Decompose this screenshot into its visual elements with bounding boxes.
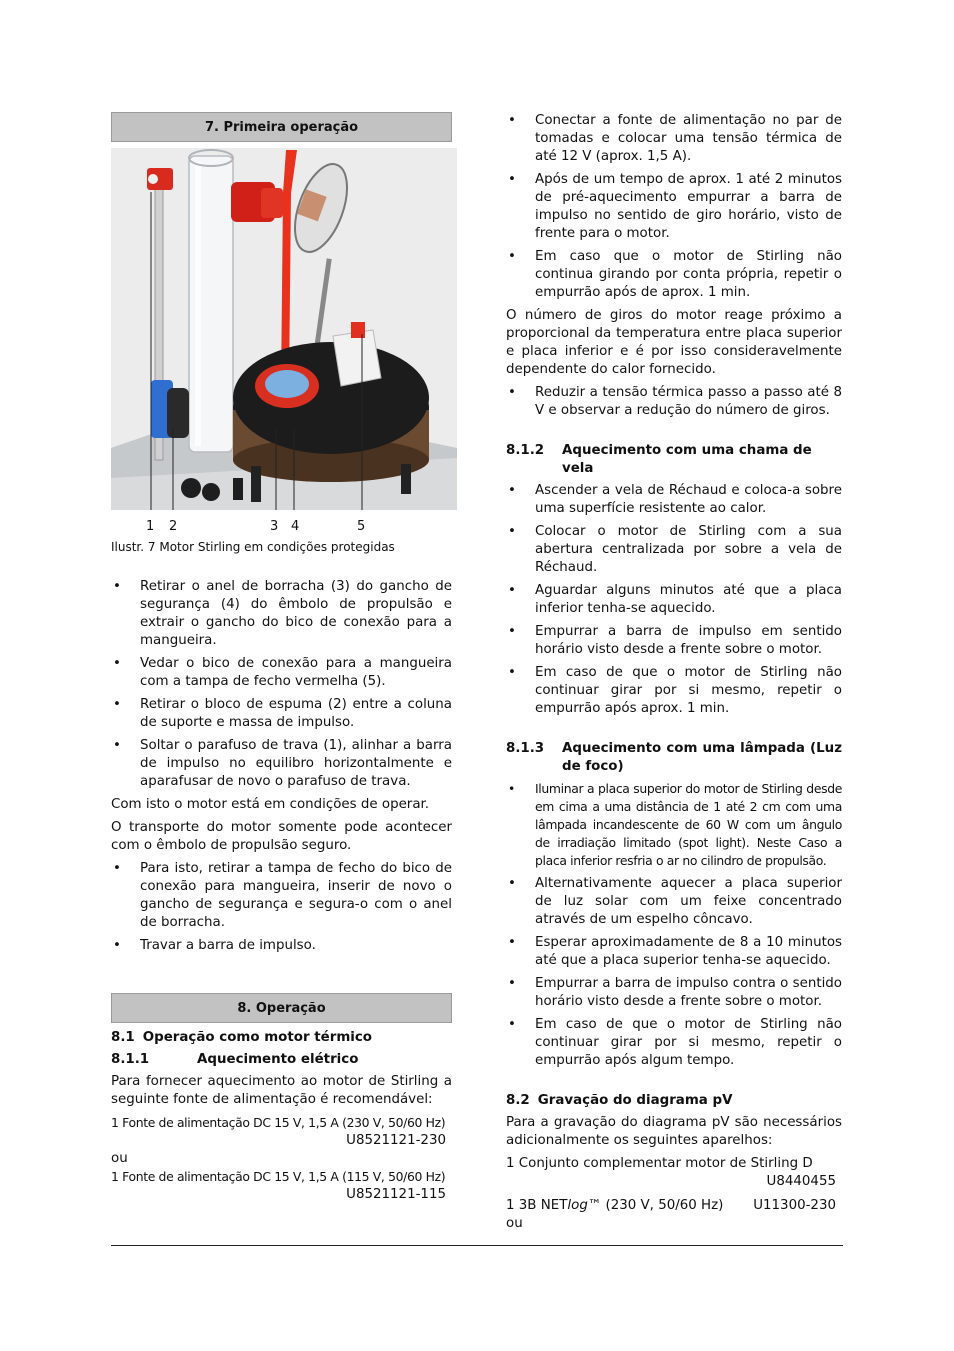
heading-text: Gravação do diagrama pV bbox=[537, 1093, 733, 1108]
heading-number: 8.1.1 bbox=[111, 1052, 150, 1067]
subsection-8-1-3-heading bbox=[506, 740, 842, 776]
equipment-2-code: U11300-230 bbox=[753, 1198, 836, 1213]
list-item: • Travar a barra de impulso. bbox=[111, 937, 452, 955]
list-item: • Aguardar alguns minutos até que a placa inferior tenha-se aquecido. bbox=[506, 582, 842, 618]
stirling-engine-photo bbox=[111, 148, 457, 510]
stirling-engine-illustration bbox=[111, 148, 457, 510]
paragraph: Com isto o motor está em condições de operar. bbox=[111, 797, 430, 812]
or-text: ou bbox=[111, 1151, 128, 1166]
figure-caption: Ilustr. 7 Motor Stirling em condições protegidas bbox=[111, 540, 395, 554]
section-8-heading: 8. Operação bbox=[111, 993, 452, 1023]
list-item: • Iluminar a placa superior do motor de Stirling desde em cima a uma distância de 1 até 2 cm com uma lâmpada incandescente de 60 W com um ângulo de irradiação limitado (spot light). Neste Caso a placa inferior resfria o ar no cilindro de propulsão. bbox=[506, 780, 842, 870]
equipment-2-name-italic: log bbox=[567, 1198, 588, 1213]
subsection-8-2-heading bbox=[506, 1092, 842, 1110]
heading-number: 8.1.3 bbox=[506, 741, 545, 756]
list-item: • Soltar o parafuso de trava (1), alinhar a barra de impulso no equilibro horizontalmente e aparafusar de novo o parafuso de trava. bbox=[111, 737, 452, 791]
list-item: • Em caso de que o motor de Stirling não continuar girar por si mesmo, repetir o empurrão após algum tempo. bbox=[506, 1016, 842, 1070]
equipment-2-row bbox=[506, 1197, 842, 1215]
heading-text: Operação como motor térmico bbox=[142, 1030, 372, 1045]
supply-1-code: U8521121-230 bbox=[346, 1133, 446, 1148]
electric-heating-steps bbox=[506, 112, 842, 302]
list-item: • Reduzir a tensão térmica passo a passo até 8 V e observar a redução do número de giros. bbox=[506, 384, 842, 420]
list-item: • Esperar aproximadamente de 8 a 10 minutos até que a placa superior tenha-se aquecido. bbox=[506, 934, 842, 970]
paragraph: Para a gravação do diagrama pV são necessários adicionalmente os seguintes aparelhos: bbox=[506, 1115, 842, 1148]
figure-label-5: 5 bbox=[357, 519, 366, 534]
heading-text: Aquecimento com uma lâmpada (Luz de foco) bbox=[562, 741, 842, 774]
equipment-1: 1 Conjunto complementar motor de Stirling D bbox=[506, 1156, 813, 1171]
list-item: • Para isto, retirar a tampa de fecho do bico de conexão para mangueira, inserir de novo o gancho de segurança e segura-o com o anel de borracha. bbox=[111, 860, 452, 932]
list-item: • Colocar o motor de Stirling com a sua abertura centralizada por sobre a vela de Réchaud. bbox=[506, 523, 842, 577]
supply-2-code: U8521121-115 bbox=[346, 1187, 446, 1202]
list-item: • Conectar a fonte de alimentação no par de tomadas e colocar uma tensão térmica de até 12 V (aprox. 1,5 A). bbox=[506, 112, 842, 166]
footer-rule bbox=[111, 1245, 843, 1246]
equipment-2 bbox=[506, 1197, 723, 1215]
figure-label-2: 2 bbox=[169, 519, 178, 534]
subsection-8-1-2-heading bbox=[506, 442, 842, 478]
equipment-2-name: 1 3B NET bbox=[506, 1198, 568, 1213]
right-column bbox=[506, 112, 842, 1233]
heading-text: Aquecimento elétrico bbox=[197, 1052, 359, 1067]
subsection-8-1-1-heading bbox=[111, 1051, 452, 1069]
list-item: • Após de um tempo de aprox. 1 até 2 minutos de pré-aquecimento empurrar a barra de impulso no sentido de giro horário, visto de frente para o motor. bbox=[506, 171, 842, 243]
figure-label-4: 4 bbox=[291, 519, 300, 534]
supply-2: 1 Fonte de alimentação DC 15 V, 1,5 A (115 V, 50/60 Hz) bbox=[111, 1169, 446, 1184]
list-item: • Vedar o bico de conexão para a mangueira com a tampa de fecho vermelha (5). bbox=[111, 655, 452, 691]
list-item: • Empurrar a barra de impulso contra o sentido horário visto desde a frente sobre o motor. bbox=[506, 975, 842, 1011]
paragraph: Para fornecer aquecimento ao motor de Stirling a seguinte fonte de alimentação é recomendável: bbox=[111, 1074, 452, 1107]
equipment-2-spec: ™ (230 V, 50/60 Hz) bbox=[587, 1198, 724, 1213]
lamp-heating-steps bbox=[506, 780, 842, 1070]
voltage-reduction-step bbox=[506, 384, 842, 420]
paragraph: O número de giros do motor reage próximo a proporcional da temperatura entre placa superior e placa inferior e é por isso consideravelmente dependente do calor fornecido. bbox=[506, 308, 842, 377]
list-item: • Empurrar a barra de impulso em sentido horário visto desde a frente sobre o motor. bbox=[506, 623, 842, 659]
list-item: • Ascender a vela de Réchaud e coloca-a sobre uma superfície resistente ao calor. bbox=[506, 482, 842, 518]
subsection-8-1-heading bbox=[111, 1029, 452, 1047]
list-item: • Retirar o bloco de espuma (2) entre a coluna de suporte e massa de impulso. bbox=[111, 696, 452, 732]
section-7-heading: 7. Primeira operação bbox=[111, 112, 452, 142]
supply-1: 1 Fonte de alimentação DC 15 V, 1,5 A (230 V, 50/60 Hz) bbox=[111, 1115, 446, 1130]
figure-label-1: 1 bbox=[146, 519, 155, 534]
or-text: ou bbox=[506, 1216, 523, 1231]
list-item: • Retirar o anel de borracha (3) do gancho de segurança (4) do êmbolo de propulsão e extrair o gancho do bico de conexão para a mangueira. bbox=[111, 578, 452, 650]
list-item: • Alternativamente aquecer a placa superior de luz solar com um feixe concentrado através de um espelho côncavo. bbox=[506, 875, 842, 929]
left-column bbox=[111, 112, 452, 1204]
heading-number: 8.1 bbox=[111, 1030, 135, 1045]
heading-number: 8.1.2 bbox=[506, 443, 545, 458]
figure-labels bbox=[111, 510, 457, 536]
list-item: • Em caso de que o motor de Stirling não continuar girar por si mesmo, repetir o empurrão após aprox. 1 min. bbox=[506, 664, 842, 718]
list-item: • Em caso que o motor de Stirling não continua girando por conta própria, repetir o empurrão após de aprox. 1 min. bbox=[506, 248, 842, 302]
figure-label-3: 3 bbox=[270, 519, 279, 534]
heading-number: 8.2 bbox=[506, 1093, 530, 1108]
transport-steps-list bbox=[111, 860, 452, 955]
equipment-1-code: U8440455 bbox=[766, 1174, 836, 1189]
heading-text: Aquecimento com uma chama de vela bbox=[562, 443, 812, 476]
paragraph: O transporte do motor somente pode acontecer com o êmbolo de propulsão seguro. bbox=[111, 820, 452, 853]
candle-heating-steps bbox=[506, 482, 842, 718]
setup-steps-list bbox=[111, 578, 452, 791]
